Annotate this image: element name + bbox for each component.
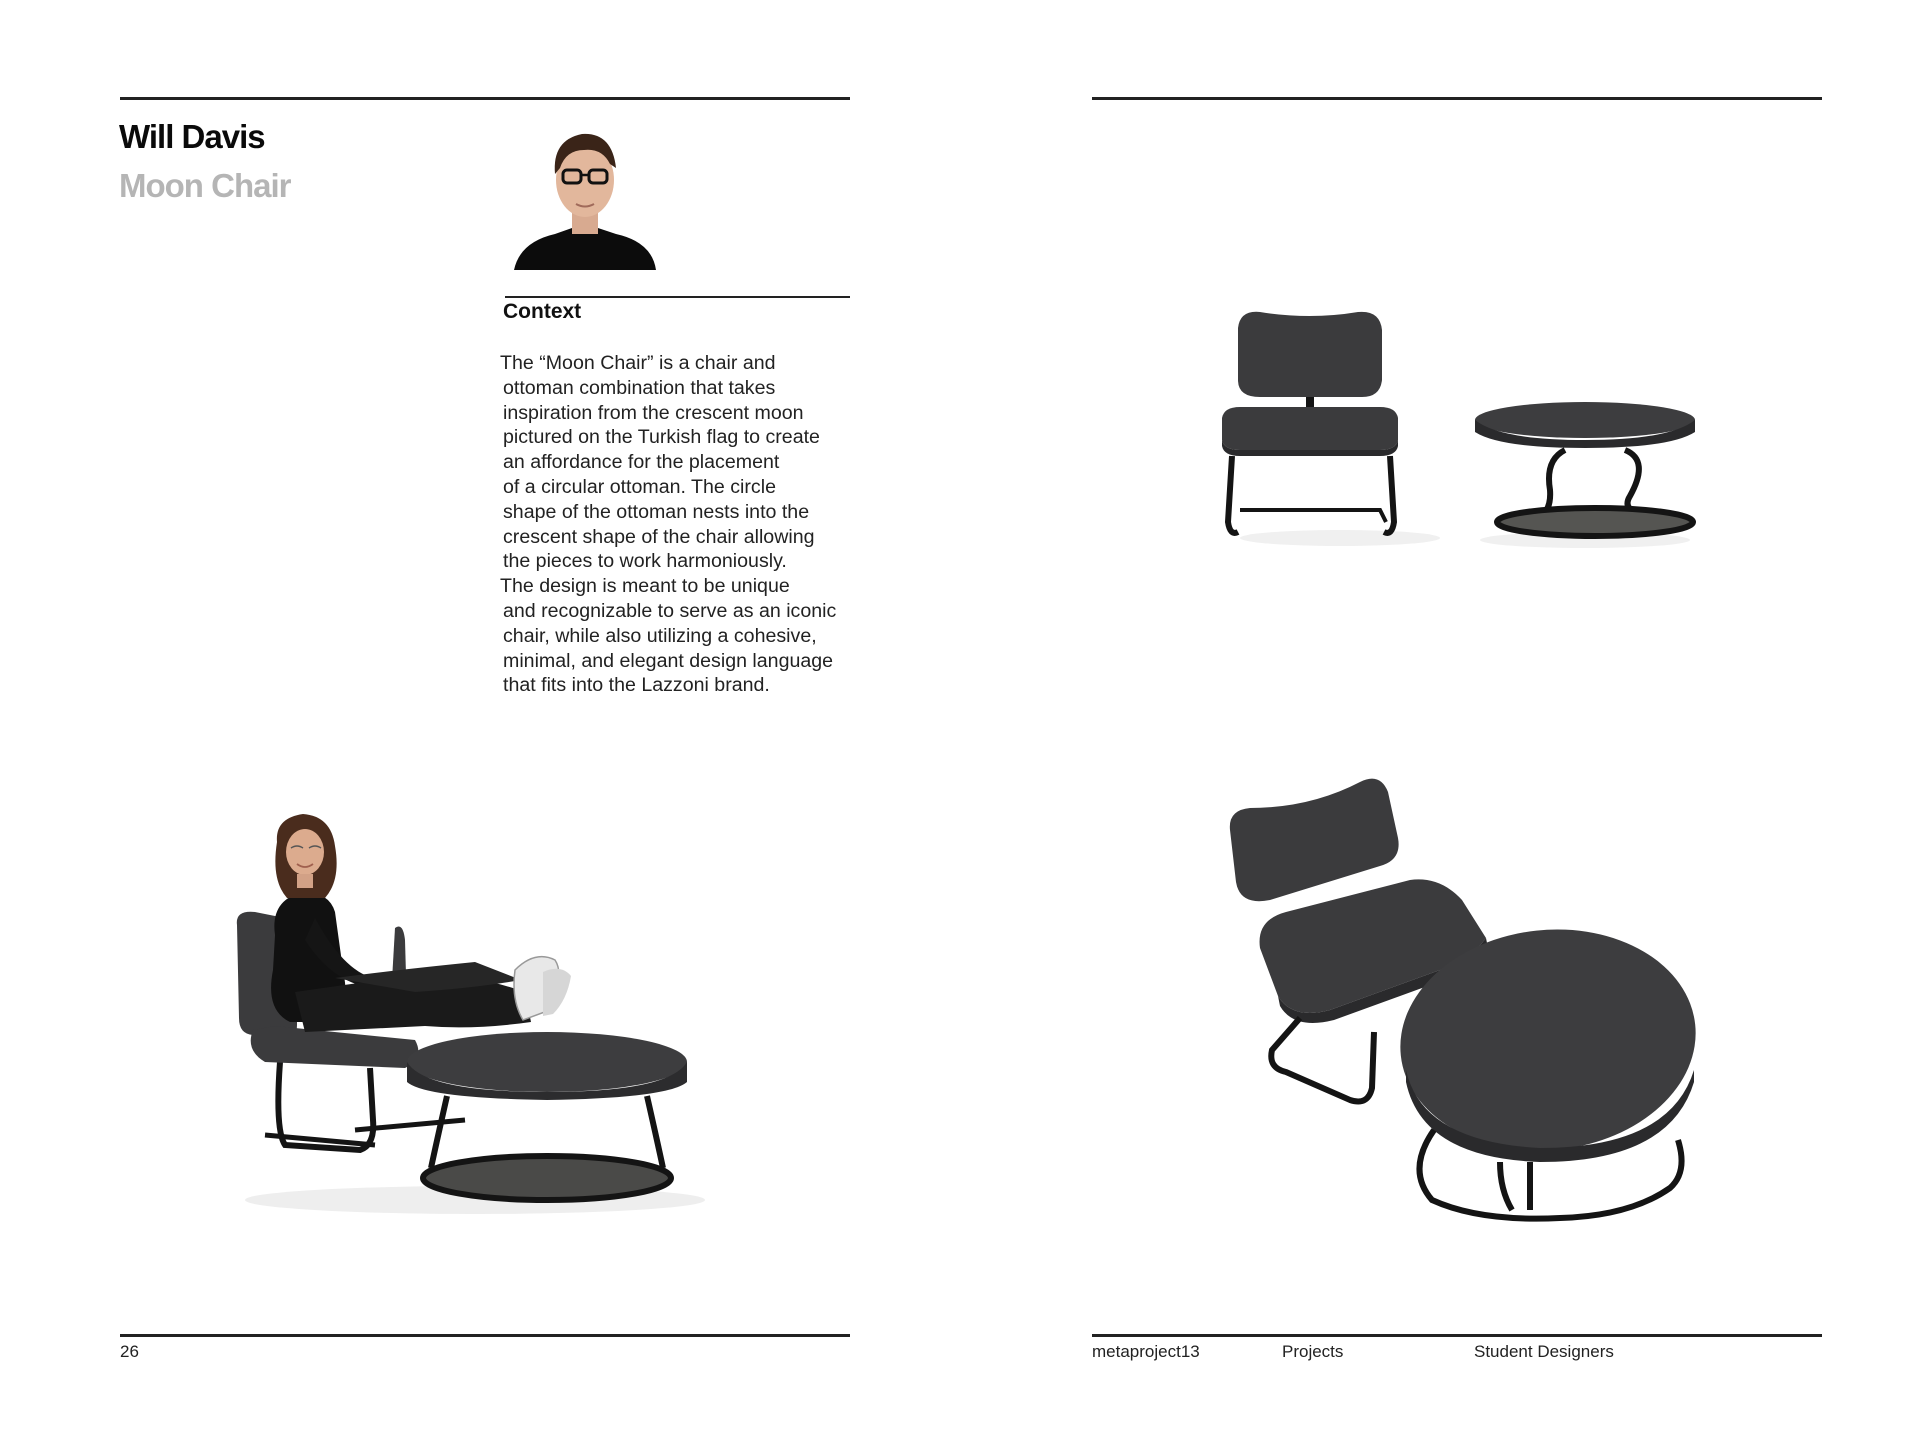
context-line: the pieces to work harmoniously. [503,550,787,573]
page-number: 26 [120,1342,139,1361]
context-line: of a circular ottoman. The circle [503,475,776,498]
context-line: that fits into the Lazzoni brand. [503,674,770,697]
context-line: pictured on the Turkish flag to create [503,426,820,449]
context-paragraph [500,351,860,698]
photo-chair-with-model [225,800,725,1220]
left-bottom-rule [120,1334,850,1337]
footer-section: Projects [1282,1342,1344,1361]
right-bottom-rule [1092,1334,1822,1337]
context-line: The design is meant to be unique [500,575,790,598]
context-line: and recognizable to serve as an iconic [503,599,837,622]
designer-name: Will Davis [119,118,265,155]
left-top-rule [120,97,850,100]
context-line: The “Moon Chair” is a chair and [500,352,776,374]
context-line: crescent shape of the chair allowing [503,525,815,548]
footer-publication: metaproject13 [1092,1342,1200,1361]
context-heading: Context [503,300,582,323]
designer-portrait [510,122,660,272]
context-line: an affordance for the placement [503,451,780,474]
context-rule [505,296,850,298]
photo-chair-and-ottoman-front [1210,300,1710,560]
context-line: chair, while also utilizing a cohesive, [503,624,817,647]
photo-chair-and-ottoman-nested [1200,770,1700,1230]
context-line: inspiration from the crescent moon [503,401,804,424]
context-line: ottoman combination that takes [503,376,776,399]
context-line: minimal, and elegant design language [503,649,834,672]
project-title: Moon Chair [119,167,291,204]
right-top-rule [1092,97,1822,100]
context-line: shape of the ottoman nests into the [503,500,810,523]
footer-subsection: Student Designers [1474,1342,1614,1361]
